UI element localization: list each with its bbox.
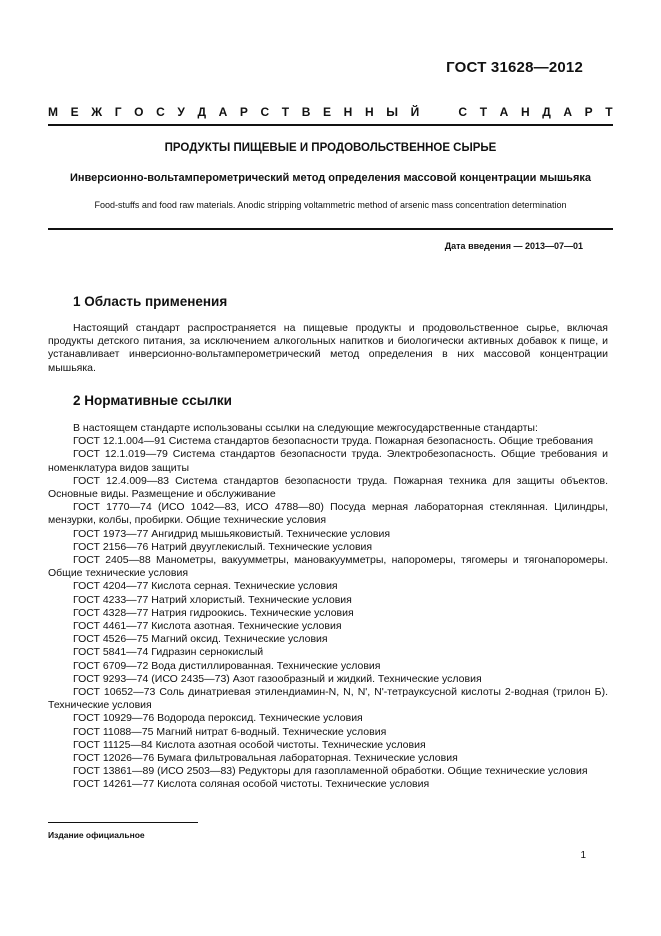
reference-item: ГОСТ 5841—74 Гидразин сернокислый (73, 646, 264, 659)
interstate-gap (432, 105, 446, 119)
interstate-letter: Т (281, 105, 290, 119)
reference-item: ГОСТ 10929—76 Водорода пероксид. Технические условия (73, 712, 363, 725)
top-rule (48, 124, 613, 126)
interstate-letter: В (301, 105, 311, 119)
interstate-letter: С (156, 105, 165, 119)
document-subtitle-ru: Инверсионно-вольтамперометрический метод определения массовой концентрации мышьяка (69, 172, 591, 184)
page-number: 1 (580, 850, 586, 861)
reference-item: ГОСТ 12.4.009—83 Система стандартов безопасности труда. Пожарная техника для защиты объектов. Основные виды. Размещение и обслуживание (48, 474, 608, 501)
reference-item: ГОСТ 11125—84 Кислота азотная особой чистоты. Технические условия (73, 738, 426, 751)
gost-number: ГОСТ 31628—2012 (446, 59, 583, 76)
edition-label: Издание официальное (48, 830, 145, 840)
document-subtitle-en: Food-stuffs and food raw materials. Anodic stripping voltammetric method of arsenic mass concentration determination (94, 200, 567, 210)
reference-item: ГОСТ 4204—77 Кислота серная. Технические условия (73, 580, 338, 593)
reference-item: ГОСТ 11088—75 Магний нитрат 6-водный. Технические условия (73, 725, 387, 738)
reference-item: ГОСТ 1973—77 Ангидрид мышьяковистый. Технические условия (73, 527, 391, 540)
interstate-letter: С (260, 105, 270, 119)
section-1-heading: 1 Область применения (73, 294, 228, 309)
interstate-letter: Д (197, 105, 206, 119)
interstate-letter: Т (605, 105, 613, 119)
interstate-letter: Р (239, 105, 248, 119)
reference-item: ГОСТ 13861—89 (ИСО 2503—83) Редукторы для газопламенной обработки. Общие технические условия (73, 765, 588, 778)
reference-item: ГОСТ 6709—72 Вода дистиллированная. Технические условия (73, 659, 381, 672)
interstate-letter: А (499, 105, 509, 119)
interstate-letter: Й (410, 105, 420, 119)
interstate-letter: Е (323, 105, 332, 119)
reference-item: ГОСТ 1770—74 (ИСО 1042—83, ИСО 4788—80) Посуда мерная лабораторная стеклянная. Цилиндры, мензурки, колбы, пробирки. Общие технические условия (48, 501, 608, 527)
reference-item: ГОСТ 4328—77 Натрия гидроокись. Технические условия (73, 606, 354, 619)
reference-item: ГОСТ 12.1.004—91 Система стандартов безопасности труда. Пожарная безопасность. Общие требования (73, 435, 594, 448)
interstate-letter: Н (364, 105, 374, 119)
reference-item: ГОСТ 10652—73 Соль динатриевая этилендиамин-N, N, N', N'-тетрауксусной кислоты 2-водная (трилон Б). Технические условия (48, 686, 608, 712)
reference-item: ГОСТ 2156—76 Натрий двууглекислый. Технические условия (73, 540, 373, 553)
interstate-letter: О (134, 105, 144, 119)
interstate-letter: Ы (386, 105, 398, 119)
interstate-letter: Т (479, 105, 488, 119)
interstate-letter: Г (114, 105, 122, 119)
interstate-letter: Д (542, 105, 551, 119)
interstate-letter: Н (343, 105, 353, 119)
section-2-intro: В настоящем стандарте использованы ссылки на следующие межгосударственные стандарты: (73, 422, 538, 434)
reference-item: ГОСТ 2405—88 Манометры, вакуумметры, мановакуумметры, напоромеры, тягомеры и тягонапоромеры. Общие технические условия (48, 554, 608, 580)
effective-date: Дата введения — 2013—07—01 (444, 241, 583, 251)
reference-item: ГОСТ 14261—77 Кислота соляная особой чистоты. Технические условия (73, 778, 430, 791)
reference-item: ГОСТ 9293—74 (ИСО 2435—73) Азот газообразный и жидкий. Технические условия (73, 672, 482, 685)
reference-item: ГОСТ 12026—76 Бумага фильтровальная лабораторная. Технические условия (73, 752, 458, 765)
section-1-paragraph: Настоящий стандарт распространяется на пищевые продукты и продовольственное сырье, включая продукты детского питания, за исключением алкогольных напитков и биологически активных добавок к пище, и устанавливает инверсионно-вольтамперометрический метод определения в них массовой концентрации мышьяка. (48, 322, 608, 374)
section-2-heading: 2 Нормативные ссылки (73, 393, 232, 408)
interstate-letter: С (458, 105, 468, 119)
footer-rule (48, 822, 198, 823)
title-rule (48, 228, 613, 230)
interstate-letter: Н (520, 105, 530, 119)
interstate-letter: М (48, 105, 58, 119)
interstate-letter: Е (70, 105, 79, 119)
section-2-body (48, 422, 608, 792)
interstate-letter: У (177, 105, 185, 119)
interstate-letters (48, 105, 613, 119)
reference-item: ГОСТ 4233—77 Натрий хлористый. Технические условия (73, 593, 352, 606)
interstate-letter: Ж (91, 105, 103, 119)
reference-item: ГОСТ 12.1.019—79 Система стандартов безопасности труда. Электробезопасность. Общие требования и номенклатура видов защиты (48, 448, 608, 474)
reference-item: ГОСТ 4461—77 Кислота азотная. Технические условия (73, 620, 342, 633)
interstate-standard-label (48, 105, 613, 119)
interstate-letter: А (218, 105, 228, 119)
interstate-letter: А (563, 105, 573, 119)
interstate-letter: Р (584, 105, 593, 119)
section-1-body (48, 322, 608, 375)
document-title: ПРОДУКТЫ ПИЩЕВЫЕ И ПРОДОВОЛЬСТВЕННОЕ СЫРЬЕ (164, 142, 497, 154)
reference-item: ГОСТ 4526—75 Магний оксид. Технические условия (73, 633, 328, 646)
